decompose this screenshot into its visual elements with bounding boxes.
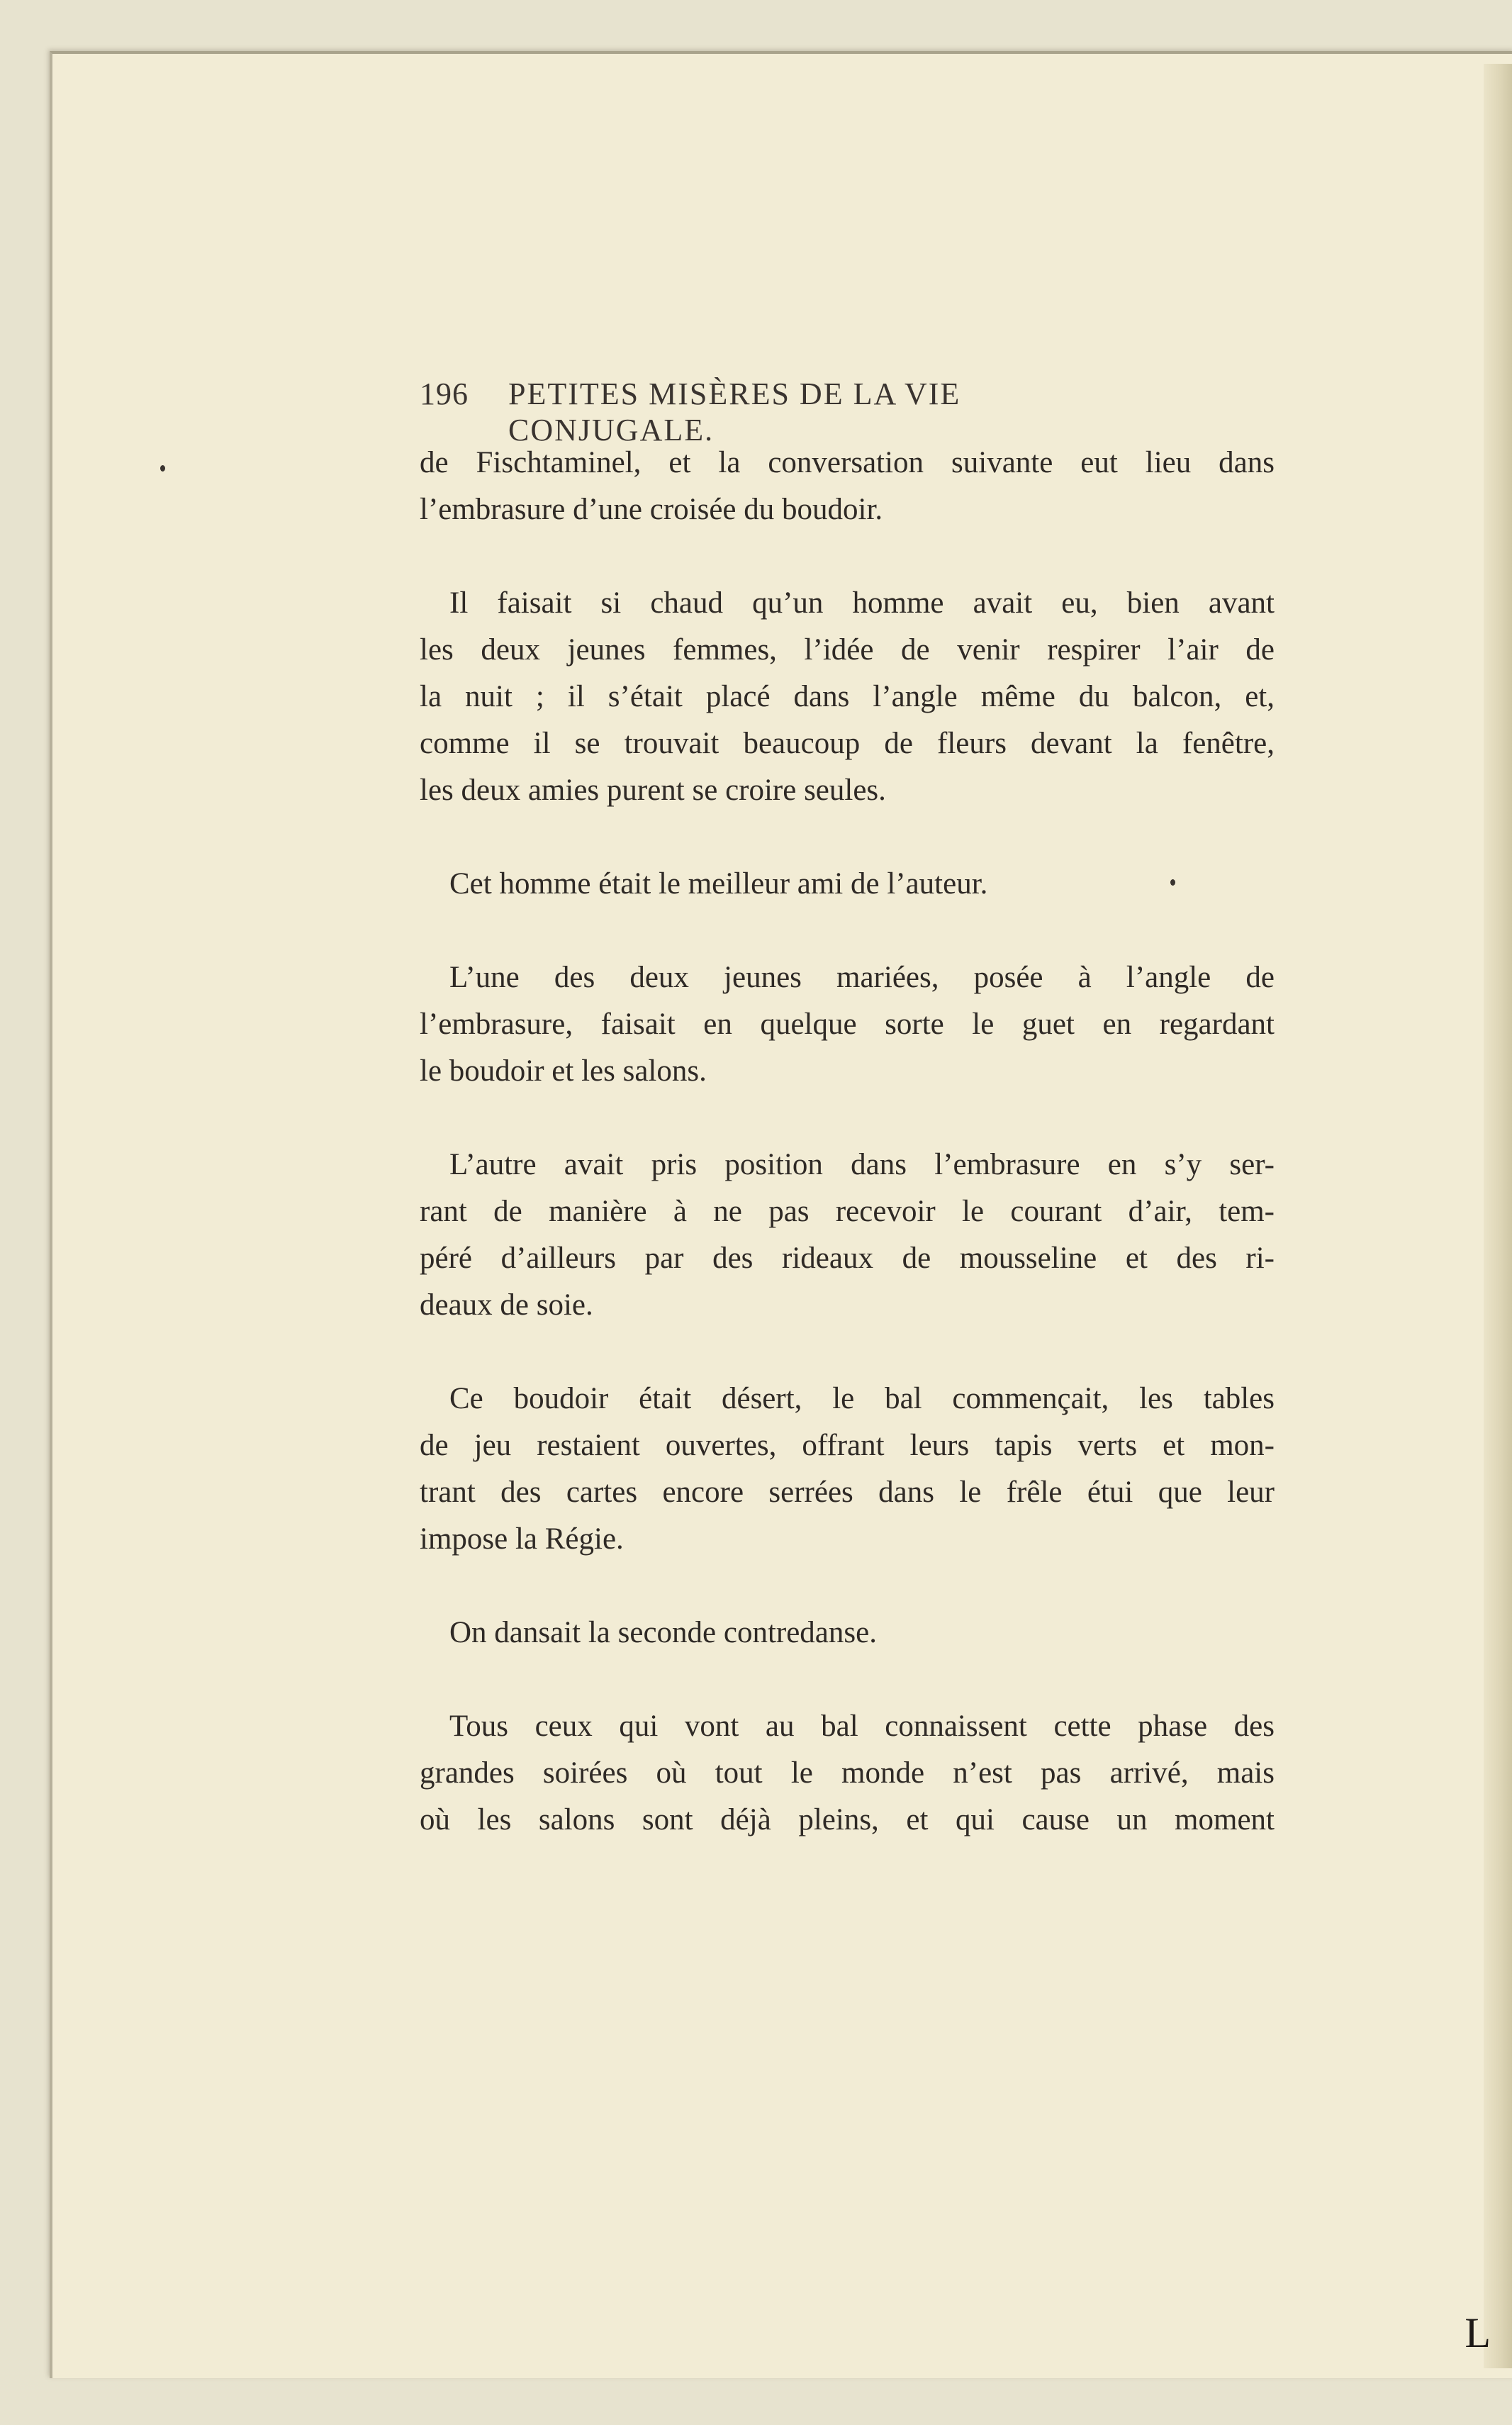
text-line: trant des cartes encore serrées dans le frêle étui que leur	[420, 1476, 1275, 1509]
text-line: L’une des deux jeunes mariées, posée à l’angle de	[449, 961, 1275, 994]
page-number: 196	[420, 377, 469, 411]
running-title: PETITES MISÈRES DE LA VIE CONJUGALE.	[508, 377, 961, 447]
paragraph	[420, 861, 1275, 908]
text-line: On dansait la seconde contredanse.	[449, 1616, 877, 1649]
paragraph	[420, 580, 1275, 814]
ink-speck	[160, 465, 165, 472]
text-line: de Fischtaminel, et la conversation suivante eut lieu dans	[420, 446, 1275, 479]
text-line: les deux amies purent se croire seules.	[420, 774, 886, 807]
paragraph	[420, 440, 1275, 533]
text-line: deaux de soie.	[420, 1288, 593, 1322]
text-line: Tous ceux qui vont au bal connaissent cette phase des	[449, 1710, 1275, 1743]
page-header	[420, 376, 1171, 447]
text-line: l’embrasure, faisait en quelque sorte le guet en regardant	[420, 1008, 1275, 1041]
text-line: L’autre avait pris position dans l’embrasure en s’y ser-	[449, 1148, 1275, 1181]
page-edge	[1484, 64, 1512, 2368]
text-line: péré d’ailleurs par des rideaux de mousseline et des ri-	[420, 1242, 1275, 1275]
text-line: grandes soirées où tout le monde n’est pas arrivé, mais	[420, 1756, 1275, 1790]
text-line: l’embrasure d’une croisée du boudoir.	[420, 493, 883, 526]
paragraph	[420, 1142, 1275, 1329]
text-line: le boudoir et les salons.	[420, 1054, 707, 1088]
paragraph	[420, 1610, 1275, 1656]
body-text	[420, 440, 1275, 1890]
text-line: rant de manière à ne pas recevoir le courant d’air, tem-	[420, 1195, 1275, 1228]
text-line: Il faisait si chaud qu’un homme avait eu, bien avant	[449, 586, 1275, 620]
text-line: de jeu restaient ouvertes, offrant leurs tapis verts et mon-	[420, 1429, 1275, 1462]
edge-mark: L	[1465, 2309, 1491, 2356]
text-line: Ce boudoir était désert, le bal commençait, les tables	[449, 1382, 1275, 1415]
text-line: la nuit ; il s’était placé dans l’angle même du balcon, et,	[420, 680, 1275, 713]
text-line: impose la Régie.	[420, 1522, 624, 1556]
text-line: où les salons sont déjà pleins, et qui cause un moment	[420, 1803, 1275, 1836]
text-line: les deux jeunes femmes, l’idée de venir respirer l’air de	[420, 633, 1275, 667]
text-line: Cet homme était le meilleur ami de l’auteur.	[449, 867, 988, 901]
text-line: comme il se trouvait beaucoup de fleurs devant la fenêtre,	[420, 727, 1275, 760]
paragraph	[420, 1376, 1275, 1563]
paragraph	[420, 954, 1275, 1095]
paragraph	[420, 1703, 1275, 1844]
